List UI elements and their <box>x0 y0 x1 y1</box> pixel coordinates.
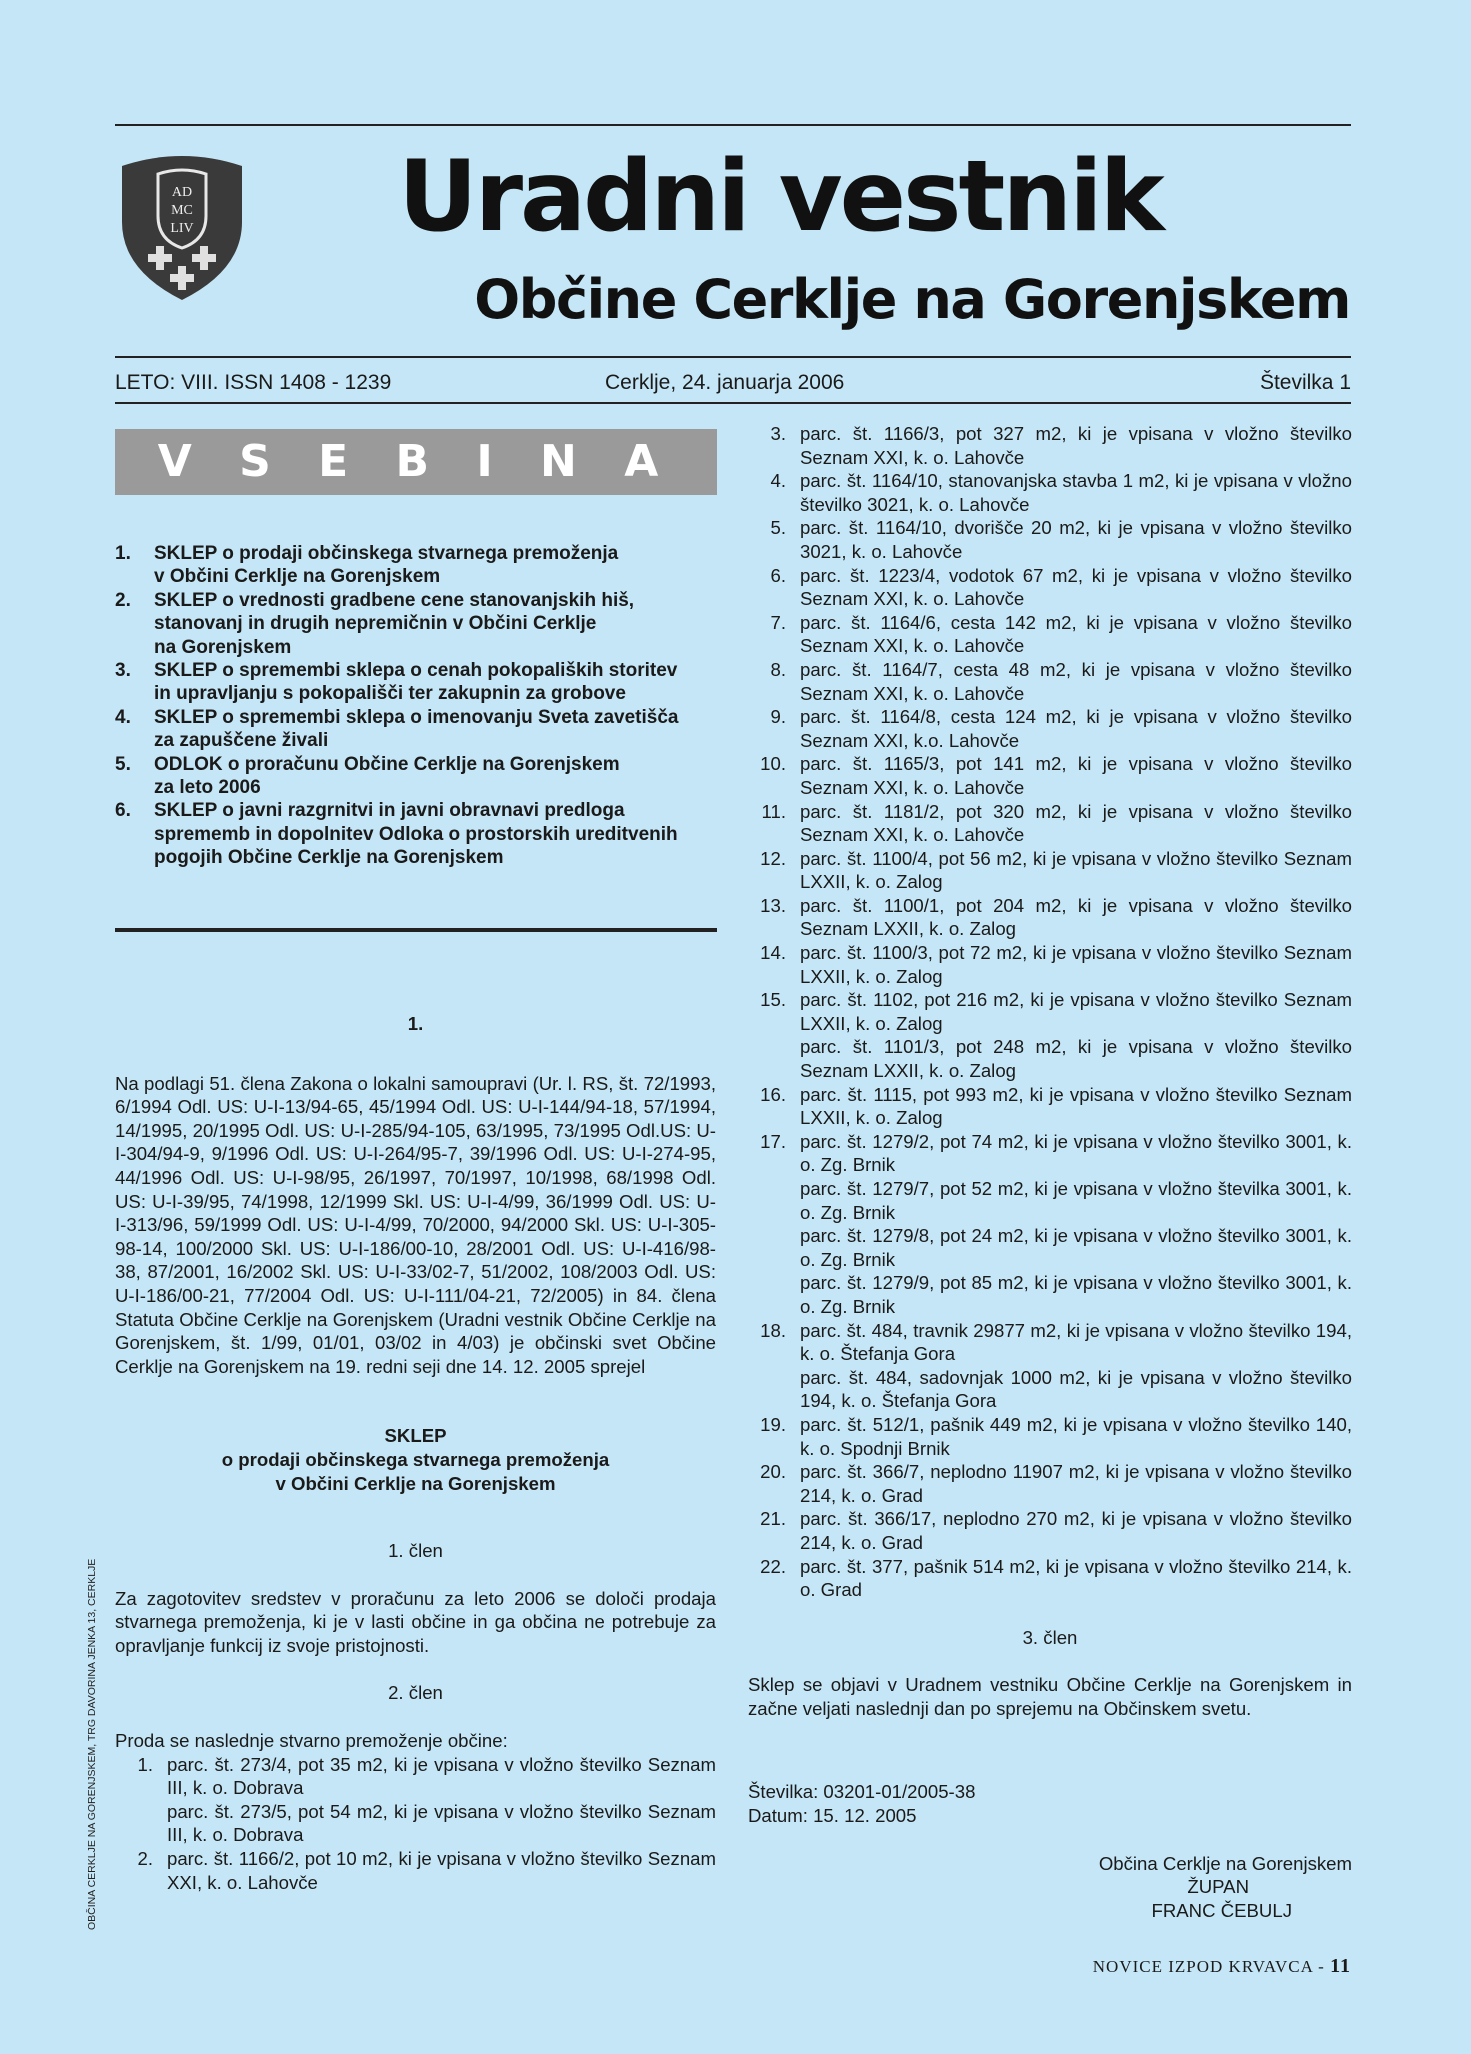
contents-item-line: SKLEP o vrednosti gradbene cene stanovanjskih hiš, <box>154 589 635 611</box>
act-title <box>115 1424 716 1495</box>
contents-rule <box>115 928 717 932</box>
vertical-address-text: OBČINA CERKLJE NA GORENJSKEM, TRG DAVORINA JENKA 13, CERKLJE <box>86 1558 98 1930</box>
top-rule <box>115 124 1351 126</box>
left-column <box>115 1012 716 1894</box>
masthead-title: Uradni vestnik <box>398 140 1162 254</box>
signature-line: ŽUPAN <box>1187 1876 1249 1898</box>
property-list-left <box>115 1753 716 1895</box>
issue-number: Številka 1 <box>1259 371 1351 394</box>
list-item-text: parc. št. 1164/7, cesta 48 m2, ki je vpisana v vložno številko Seznam XXI, k. o. Lahovče <box>800 658 1352 704</box>
list-item <box>748 1507 1352 1554</box>
list-item-number: 5. <box>770 517 786 539</box>
document-number: Številka: 03201-01/2005-38 <box>748 1781 976 1803</box>
contents-item <box>115 799 735 869</box>
list-item-text: parc. št. 366/17, neplodno 270 m2, ki je vpisana v vložno številko 214, k. o. Grad <box>800 1508 1352 1553</box>
list-item <box>748 1413 1352 1460</box>
article-1-heading: 1. člen <box>388 1540 443 1562</box>
list-item-text: parc. št. 1100/1, pot 204 m2, ki je vpisana v vložno številko Seznam LXXII, k. o. Zalog <box>800 894 1352 940</box>
signature-line: FRANC ČEBULJ <box>1151 1899 1292 1921</box>
list-item <box>748 1083 1352 1130</box>
contents-item-line: SKLEP o prodaji občinskega stvarnega premoženja <box>154 543 619 564</box>
list-item <box>748 752 1352 799</box>
act-title-line: v Občini Cerklje na Gorenjskem <box>275 1472 556 1494</box>
list-item-text: parc. št. 512/1, pašnik 449 m2, ki je vpisana v vložno številko 140, k. o. Spodnji Brnik <box>800 1413 1352 1459</box>
list-item-number: 18. <box>760 1319 786 1341</box>
article-1-text: Za zagotovitev sredstev v proračunu za leto 2006 se določi prodaja stvarnega premoženja, ki je v lasti občine in ga občina ne potrebuje za opravljanje funkcij iz svoje pristojnosti. <box>115 1587 716 1656</box>
list-item <box>748 1319 1352 1413</box>
list-item-text: parc. št. 1100/4, pot 56 m2, ki je vpisana v vložno številko Seznam LXXII, k. o. Zalog <box>800 847 1352 893</box>
list-item-number: 9. <box>770 706 786 728</box>
list-item-number: 21. <box>760 1508 786 1530</box>
property-list-right <box>748 422 1352 1602</box>
list-item-text: parc. št. 1279/8, pot 24 m2, ki je vpisana v vložno številko 3001, k. o. Zg. Brnik <box>800 1225 1352 1270</box>
section-number: 1. <box>407 1013 424 1034</box>
list-item-text: parc. št. 1279/9, pot 85 m2, ki je vpisana v vložno številko 3001, k. o. Zg. Brnik <box>800 1272 1352 1317</box>
list-item <box>748 705 1352 752</box>
list-item-number: 20. <box>760 1461 786 1483</box>
contents-item-number: 5. <box>115 753 131 775</box>
act-title-line: SKLEP <box>384 1425 447 1447</box>
list-item-text: parc. št. 1102, pot 216 m2, ki je vpisana v vložno številko Seznam LXXII, k. o. Zalog <box>800 989 1352 1034</box>
list-item-text: parc. št. 1166/2, pot 10 m2, ki je vpisana v vložno številko Seznam XXI, k. o. Lahovče <box>167 1848 716 1893</box>
preamble-text: Na podlagi 51. člena Zakona o lokalni samoupravi (Ur. l. RS, št. 72/1993, 6/1994 Odl. US: U-I-13/94-65, 45/1994 Odl. US: U-I-144/94-18, 57/1994, 14/1995, 20/1995 Odl. US: U-I-285/94-105, 63/1995, 73/1995 Odl.US: U-I-304/94-9, 9/1996 Odl. US: U-I-264/95-7, 39/1996 Odl. US: U-I-274-95, 44/1996 Odl. US: U-I-98/95, 26/1997, 70/1997, 10/1998, 68/1998 Odl. US: U-I-39/95, 74/1998, 12/1999 Skl. US: U-I-4/99, 36/1999 Odl. US: U-I-313/96, 59/1999 Odl. US: U-I-4/99, 70/2000, 94/2000 Skl. US: U-I-305-98-14, 100/2000 Skl. US: U-I-186/00-10, 28/2001 Odl. US: U-I-416/98-38, 87/2001, 16/2002 Skl. US: U-I-33/02-7, 51/2002, 108/2003 Odl. US: U-I-186/00-21, 77/2004 Odl. US: U-I-111/04-21, 72/2005) in 84. člena Statuta Občine Cerklje na Gorenjskem (Uradni vestnik Občine Cerklje na Gorenjskem, št. 1/99, 01/01, 03/02 in 4/03) je občinski svet Občine Cerklje na Gorenjskem na 19. redni seji dne 14. 12. 2005 sprejel <box>115 1072 716 1377</box>
list-item-text: parc. št. 1223/4, vodotok 67 m2, ki je vpisana v vložno številko Seznam XXI, k. o. Lahovče <box>800 564 1352 610</box>
contents-item-line: za zapuščene živali <box>154 730 329 752</box>
right-column <box>748 422 1352 1922</box>
list-item-number: 13. <box>760 894 786 916</box>
list-item-number: 7. <box>770 611 786 633</box>
contents-list <box>115 542 735 870</box>
contents-item-number: 4. <box>115 706 131 728</box>
list-item-number: 3. <box>770 423 786 444</box>
contents-item <box>115 589 735 659</box>
list-item-text: parc. št. 1115, pot 993 m2, ki je vpisana v vložno številko Seznam LXXII, k. o. Zalog <box>800 1083 1352 1129</box>
list-item <box>748 1555 1352 1602</box>
contents-item-line: na Gorenjskem <box>154 636 292 658</box>
contents-item-number: 6. <box>115 800 131 822</box>
list-item-number: 15. <box>760 989 786 1011</box>
list-item <box>748 658 1352 705</box>
contents-item-number: 3. <box>115 660 131 682</box>
list-item <box>748 611 1352 658</box>
contents-item-line: pogojih Občine Cerklje na Gorenjskem <box>154 847 504 869</box>
contents-heading: V S E B I N A <box>115 429 717 495</box>
list-item-text: parc. št. 1164/8, cesta 124 m2, ki je vpisana v vložno številko Seznam XXI, k.o. Lahovče <box>800 706 1352 751</box>
list-item-number: 2. <box>137 1848 153 1870</box>
document-date: Datum: 15. 12. 2005 <box>748 1805 917 1827</box>
contents-item <box>115 659 735 706</box>
list-item <box>748 988 1352 1082</box>
contents-item <box>115 542 735 589</box>
list-item-text: parc. št. 1164/10, stanovanjska stavba 1 m2, ki je vpisana v vložno številko 3021, k. o. Lahovče <box>800 470 1352 515</box>
issue-date: Cerklje, 24. januarja 2006 <box>605 371 845 394</box>
list-item <box>115 1753 716 1847</box>
list-item-number: 10. <box>760 753 786 775</box>
contents-item-line: in upravljanju s pokopališči ter zakupnin za grobove <box>154 683 626 705</box>
page-number: 11 <box>1330 1955 1351 1977</box>
list-item-text: parc. št. 1279/7, pot 52 m2, ki je vpisana v vložno številka 3001, k. o. Zg. Brnik <box>800 1178 1352 1223</box>
signature-block <box>748 1852 1352 1923</box>
masthead-rule-top <box>115 356 1351 358</box>
masthead-subtitle: Občine Cerklje na Gorenjskem <box>474 268 1350 331</box>
contents-item-line: SKLEP o javni razgrnitvi in javni obravnavi predloga <box>154 800 625 822</box>
crest-text-3: LIV <box>170 221 194 236</box>
contents-item-number: 1. <box>115 543 131 564</box>
list-item-text: parc. št. 1164/6, cesta 142 m2, ki je vpisana v vložno številko Seznam XXI, k. o. Lahovče <box>800 611 1352 657</box>
contents-item-line: v Občini Cerklje na Gorenjskem <box>154 566 441 588</box>
list-item-number: 11. <box>761 800 786 822</box>
article-3-text: Sklep se objavi v Uradnem vestniku Občine Cerklje na Gorenjskem in začne veljati naslednji dan po sprejemu na Občinskem svetu. <box>748 1674 1352 1719</box>
list-item <box>748 941 1352 988</box>
issue-year-issn: LETO: VIII. ISSN 1408 - 1239 <box>115 371 392 394</box>
act-title-line: o prodaji občinskega stvarnega premoženja <box>221 1448 610 1470</box>
list-item-text: parc. št. 1165/3, pot 141 m2, ki je vpisana v vložno številko Seznam XXI, k. o. Lahovče <box>800 753 1352 798</box>
list-item-number: 19. <box>760 1413 786 1435</box>
list-item <box>748 1130 1352 1319</box>
list-item-text: parc. št. 1100/3, pot 72 m2, ki je vpisana v vložno številko Seznam LXXII, k. o. Zalog <box>800 942 1352 987</box>
contents-item-line: SKLEP o spremembi sklepa o cenah pokopaliških storitev <box>154 660 678 682</box>
list-item-text: parc. št. 484, travnik 29877 m2, ki je vpisana v vložno številko 194, k. o. Štefanja Gora <box>800 1319 1352 1365</box>
list-item <box>748 564 1352 611</box>
list-item-text: parc. št. 1181/2, pot 320 m2, ki je vpisana v vložno številko Seznam XXI, k. o. Lahovče <box>800 800 1352 846</box>
list-item <box>748 1460 1352 1507</box>
list-item-text: parc. št. 1101/3, pot 248 m2, ki je vpisana v vložno številko Seznam LXXII, k. o. Zalog <box>800 1036 1352 1082</box>
crest-text-2: MC <box>171 203 193 218</box>
municipality-crest <box>118 152 246 302</box>
contents-item-line: sprememb in dopolnitev Odloka o prostorskih ureditvenih <box>154 823 678 845</box>
article-2-heading: 2. člen <box>388 1682 443 1704</box>
masthead-rule-bottom <box>115 402 1351 404</box>
page-footer <box>1093 1955 1351 1978</box>
list-item-text: parc. št. 1279/2, pot 74 m2, ki je vpisana v vložno številko 3001, k. o. Zg. Brnik <box>800 1130 1352 1176</box>
list-item-text: parc. št. 366/7, neplodno 11907 m2, ki je vpisana v vložno številko 214, k. o. Grad <box>800 1461 1352 1506</box>
article-2-intro: Proda se naslednje stvarno premoženje občine: <box>115 1730 508 1752</box>
contents-item <box>115 706 735 753</box>
footer-publication: NOVICE IZPOD KRVAVCA - <box>1092 1957 1331 1976</box>
list-item-number: 14. <box>760 942 786 964</box>
contents-item-line: stanovanj in drugih nepremičnin v Občini Cerklje <box>154 613 597 635</box>
list-item <box>748 847 1352 894</box>
list-item-number: 6. <box>770 564 786 586</box>
list-item-text: parc. št. 484, sadovnjak 1000 m2, ki je vpisana v vložno številko 194, k. o. Štefanja Gora <box>800 1366 1352 1412</box>
article-3-heading: 3. člen <box>1022 1626 1078 1648</box>
list-item <box>748 516 1352 563</box>
list-item-text: parc. št. 1164/10, dvorišče 20 m2, ki je vpisana v vložno številko 3021, k. o. Lahovče <box>800 517 1352 562</box>
crest-text-1: AD <box>171 185 193 200</box>
list-item-text: parc. št. 273/5, pot 54 m2, ki je vpisana v vložno številko Seznam III, k. o. Dobrava <box>167 1800 716 1846</box>
list-item-number: 1. <box>137 1753 153 1775</box>
contents-item <box>115 753 735 800</box>
list-item-number: 16. <box>760 1083 786 1105</box>
list-item-number: 12. <box>760 847 786 869</box>
list-item <box>748 894 1352 941</box>
list-item <box>748 422 1352 469</box>
list-item-text: parc. št. 273/4, pot 35 m2, ki je vpisana v vložno številko Seznam III, k. o. Dobrava <box>167 1753 716 1799</box>
list-item-number: 17. <box>760 1130 786 1152</box>
list-item-text: parc. št. 1166/3, pot 327 m2, ki je vpisana v vložno številko Seznam XXI, k. o. Lahovče <box>800 423 1352 468</box>
signature-line: Občina Cerklje na Gorenjskem <box>1098 1852 1352 1874</box>
list-item <box>748 800 1352 847</box>
list-item <box>748 469 1352 516</box>
list-item-number: 22. <box>760 1555 786 1577</box>
contents-item-number: 2. <box>115 589 131 611</box>
contents-item-line: SKLEP o spremembi sklepa o imenovanju Sveta zavetišča <box>154 706 679 728</box>
list-item-number: 4. <box>770 470 786 492</box>
list-item-text: parc. št. 377, pašnik 514 m2, ki je vpisana v vložno številko 214, k. o. Grad <box>800 1555 1352 1601</box>
list-item <box>115 1847 716 1894</box>
contents-item-line: ODLOK o proračunu Občine Cerklje na Gorenjskem <box>154 753 620 775</box>
list-item-number: 8. <box>770 658 786 680</box>
contents-item-line: za leto 2006 <box>154 777 261 799</box>
